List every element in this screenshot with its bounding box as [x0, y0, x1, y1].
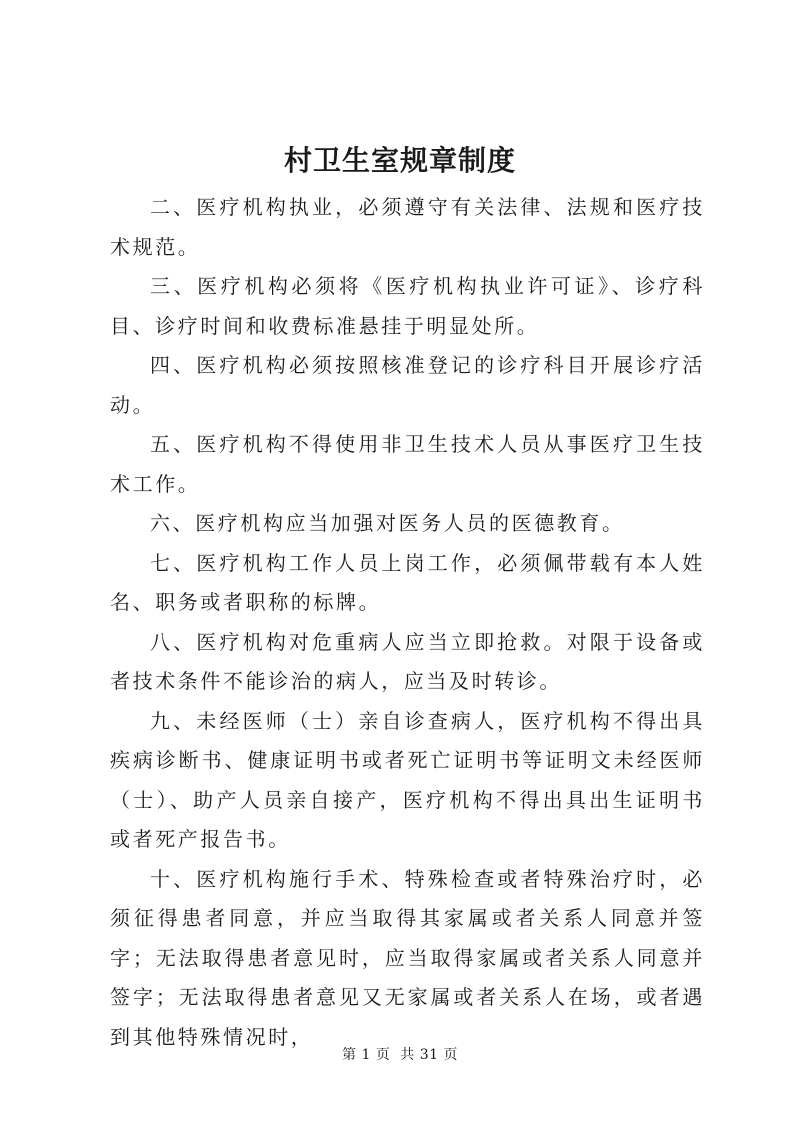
paragraph-3: 三、医疗机构必须将《医疗机构执业许可证》、诊疗科目、诊疗时间和收费标准悬挂于明显处所。 [110, 274, 705, 338]
paragraph-4: 四、医疗机构必须按照核准登记的诊疗科目开展诊疗活动。 [110, 353, 705, 417]
paragraph-10: 十、医疗机构施行手术、特殊检查或者特殊治疗时，必须征得患者同意，并应当取得其家属或者关系人同意并签字；无法取得患者意见时，应当取得家属或者关系人同意并签字；无法取得患者意见又无家属或者关系人在场，或者遇到其他特殊情况时， [110, 866, 705, 1049]
page-title: 村卫生室规章制度 [283, 144, 516, 177]
page-footer [0, 1045, 800, 1065]
paragraph-9: 九、未经医师（士）亲自诊查病人，医疗机构不得出具疾病诊断书、健康证明书或者死亡证明书等证明文未经医师（士）、助产人员亲自接产，医疗机构不得出具出生证明书或者死产报告书。 [110, 708, 705, 851]
document-body [110, 188, 705, 1057]
paragraph-7: 七、医疗机构工作人员上岗工作，必须佩带载有本人姓名、职务或者职称的标牌。 [110, 550, 705, 614]
page-number-label: 第 1 页 共 31 页 [342, 1047, 458, 1063]
paragraph-8: 八、医疗机构对危重病人应当立即抢救。对限于设备或者技术条件不能诊治的病人，应当及时转诊。 [110, 629, 705, 693]
paragraph-5: 五、医疗机构不得使用非卫生技术人员从事医疗卫生技术工作。 [110, 432, 705, 496]
paragraph-2: 二、医疗机构执业，必须遵守有关法律、法规和医疗技术规范。 [110, 195, 705, 259]
paragraph-6: 六、医疗机构应当加强对医务人员的医德教育。 [150, 511, 625, 535]
